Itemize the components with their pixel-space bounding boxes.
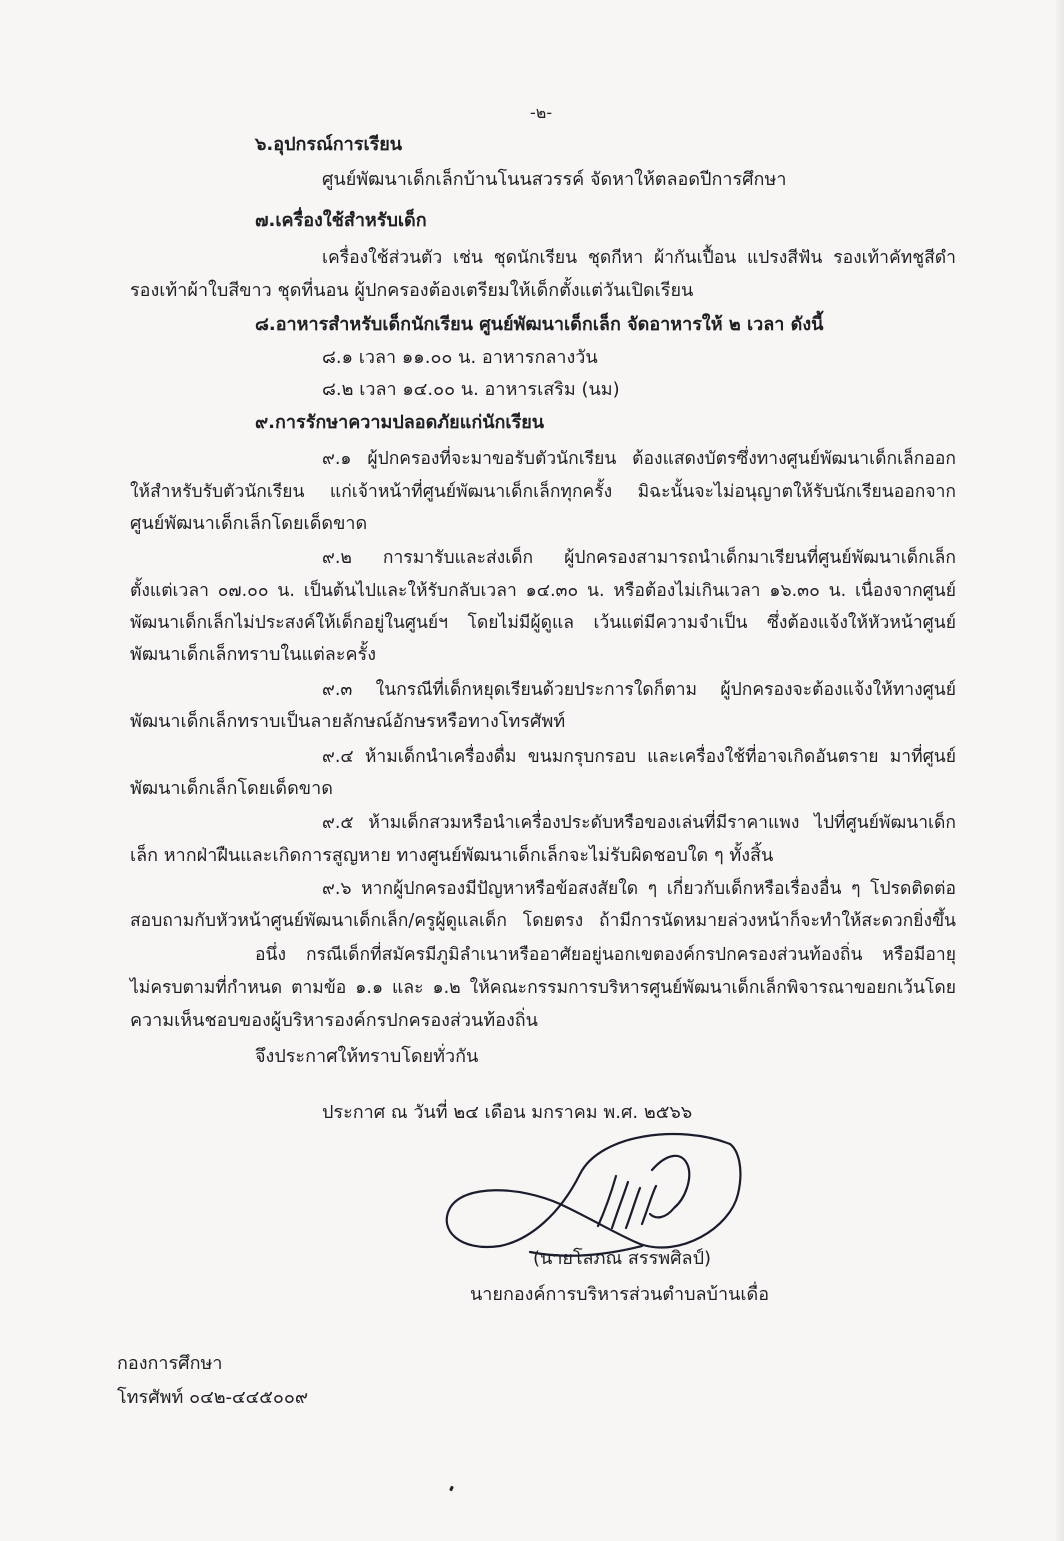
- paragraph-9-5-line: เล็ก หากฝ่าฝืนและเกิดการสูญหาย ทางศูนย์พัฒนาเด็กเล็กจะไม่รับผิดชอบใด ๆ ทั้งสิ้น: [130, 845, 774, 866]
- section-9-heading: ๙.การรักษาความปลอดภัยแก่นักเรียน: [255, 412, 545, 433]
- announcement-date: ประกาศ ณ วันที่ ๒๔ เดือน มกราคม พ.ศ. ๒๕๖๖: [322, 1102, 693, 1123]
- paper-speck: [449, 1486, 454, 1492]
- footer-department: กองการศึกษา: [117, 1353, 223, 1374]
- section-7-line-2: รองเท้าผ้าใบสีขาว ชุดที่นอน ผู้ปกครองต้องเตรียมให้เด็กตั้งแต่วันเปิดเรียน: [130, 280, 694, 301]
- section-6-heading: ๖.อุปกรณ์การเรียน: [255, 134, 403, 155]
- section-7-line-1: เครื่องใช้ส่วนตัว เช่น ชุดนักเรียน ชุดกีหา ผ้ากันเปื้อน แปรงสีฟัน รองเท้าคัทชูสีดำ: [322, 248, 956, 268]
- paragraph-9-1-line: ศูนย์พัฒนาเด็กเล็กโดยเด็ดขาด: [130, 513, 368, 534]
- note-line: ความเห็นชอบของผู้บริหารองค์กรปกครองส่วนท้องถิ่น: [130, 1010, 538, 1031]
- paragraph-9-5-line: ๙.๕ ห้ามเด็กสวมหรือนำเครื่องประดับหรือของเล่นที่มีราคาแพง ไปที่ศูนย์พัฒนาเด็ก: [322, 813, 956, 833]
- paragraph-9-3-line: ๙.๓ ในกรณีที่เด็กหยุดเรียนด้วยประการใดก็ตาม ผู้ปกครองจะต้องแจ้งให้ทางศูนย์: [322, 680, 956, 700]
- paragraph-9-2-line: พัฒนาเด็กเล็กไม่ประสงค์ให้เด็กอยู่ในศูนย์ฯ โดยไม่มีผู้ดูแล เว้นแต่มีความจำเป็น ซึ่งต้องแจ้งให้หัวหน้าศูนย์: [130, 613, 956, 633]
- paragraph-9-1-line: ๙.๑ ผู้ปกครองที่จะมาขอรับตัวนักเรียน ต้องแสดงบัตรซึ่งทางศูนย์พัฒนาเด็กเล็กออก: [322, 449, 956, 469]
- page-number: -๒-: [530, 103, 553, 122]
- paragraph-9-2-line: ตั้งแต่เวลา ๐๗.๐๐ น. เป็นต้นไปและให้รับกลับเวลา ๑๔.๓๐ น. หรือต้องไม่เกินเวลา ๑๖.๓๐ น. เนื่องจากศูนย์: [130, 581, 956, 601]
- announcement: จึงประกาศให้ทราบโดยทั่วกัน: [255, 1046, 479, 1067]
- section-8-item-2: ๘.๒ เวลา ๑๔.๐๐ น. อาหารเสริม (นม): [322, 379, 620, 400]
- section-8-heading: ๘.อาหารสำหรับเด็กนักเรียน ศูนย์พัฒนาเด็กเล็ก จัดอาหารให้ ๒ เวลา ดังนี้: [255, 314, 824, 335]
- paragraph-9-4-line: ๙.๔ ห้ามเด็กนำเครื่องดื่ม ขนมกรุบกรอบ และเครื่องใช้ที่อาจเกิดอันตราย มาที่ศูนย์: [322, 747, 956, 767]
- paragraph-9-6-line: สอบถามกับหัวหน้าศูนย์พัฒนาเด็กเล็ก/ครูผู้ดูแลเด็ก โดยตรง ถ้ามีการนัดหมายล่วงหน้าก็จะทำให้สะดวกยิ่งขึ้น: [130, 911, 956, 931]
- paragraph-9-4-line: พัฒนาเด็กเล็กโดยเด็ดขาด: [130, 778, 333, 799]
- paragraph-9-2-line: ๙.๒ การมารับและส่งเด็ก ผู้ปกครองสามารถนำเด็กมาเรียนที่ศูนย์พัฒนาเด็กเล็ก: [322, 548, 956, 568]
- note-line: ไม่ครบตามที่กำหนด ตามข้อ ๑.๑ และ ๑.๒ ให้คณะกรรมการบริหารศูนย์พัฒนาเด็กเล็กพิจารณาขอยกเว้นโดย: [130, 978, 956, 998]
- paragraph-9-3-line: พัฒนาเด็กเล็กทราบเป็นลายลักษณ์อักษรหรือทางโทรศัพท์: [130, 711, 566, 732]
- section-8-item-1: ๘.๑ เวลา ๑๑.๐๐ น. อาหารกลางวัน: [322, 347, 598, 368]
- paragraph-9-2-line: พัฒนาเด็กเล็กทราบในแต่ละครั้ง: [130, 644, 377, 665]
- paragraph-9-6-line: ๙.๖ หากผู้ปกครองมีปัญหาหรือข้อสงสัยใด ๆ เกี่ยวกับเด็กหรือเรื่องอื่น ๆ โปรดติดต่อ: [322, 879, 956, 899]
- footer-phone: โทรศัพท์ ๐๔๒-๔๔๕๐๐๙: [117, 1387, 309, 1408]
- paragraph-9-1-line: ให้สำหรับรับตัวนักเรียน แก่เจ้าหน้าที่ศูนย์พัฒนาเด็กเล็กทุกครั้ง มิฉะนั้นจะไม่อนุญาตให้รับนักเรียนออกจาก: [130, 482, 956, 502]
- signer-name: (นายโสภณ สรรพศิลป์): [533, 1248, 712, 1269]
- note-line: อนึ่ง กรณีเด็กที่สมัครมีภูมิลำเนาหรืออาศัยอยู่นอกเขตองค์กรปกครองส่วนท้องถิ่น หรือมีอายุ: [255, 945, 956, 965]
- section-6-body: ศูนย์พัฒนาเด็กเล็กบ้านโนนสวรรค์ จัดหาให้ตลอดปีการศึกษา: [322, 169, 787, 190]
- signer-title: นายกองค์การบริหารส่วนตำบลบ้านเดื่อ: [470, 1284, 770, 1305]
- scan-edge-shadow: [1054, 0, 1064, 1541]
- section-7-heading: ๗.เครื่องใช้สำหรับเด็ก: [255, 210, 427, 231]
